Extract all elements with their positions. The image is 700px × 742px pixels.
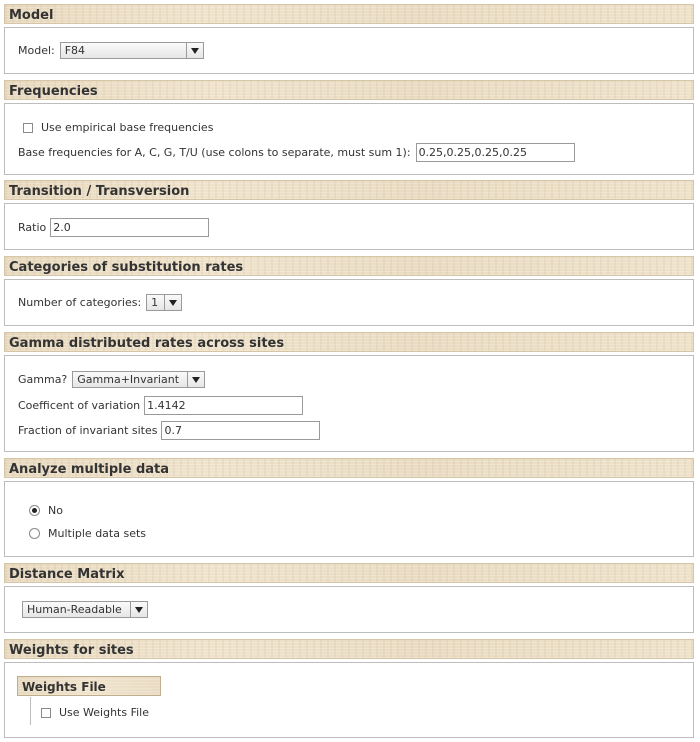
base-frequencies-label: Base frequencies for A, C, G, T/U (use colons to separate, must sum 1): <box>18 146 411 159</box>
invariant-value: 0.7 <box>164 424 182 437</box>
section-header-gamma <box>4 332 694 352</box>
ratio-value: 2.0 <box>53 221 71 234</box>
coefficient-input[interactable] <box>144 396 303 415</box>
use-weights-file-label: Use Weights File <box>59 706 150 719</box>
section-body-weights <box>4 662 694 738</box>
section-body-model <box>4 27 694 74</box>
model-label: Model: <box>18 44 55 57</box>
section-body-frequencies <box>4 103 694 175</box>
model-select[interactable] <box>60 42 204 59</box>
section-header-frequencies <box>4 80 694 100</box>
coefficient-value: 1.4142 <box>147 399 186 412</box>
section-title-multiple: Analyze multiple data <box>9 462 170 477</box>
section-body-categories <box>4 279 694 326</box>
base-frequencies-input[interactable] <box>416 143 575 162</box>
section-title-weights: Weights for sites <box>9 643 134 658</box>
section-body-distance <box>4 586 694 633</box>
distance-select[interactable] <box>22 601 148 618</box>
section-title-transition: Transition / Transversion <box>9 184 190 199</box>
categories-select-value: 1 <box>151 296 159 309</box>
section-body-transition <box>4 203 694 250</box>
radio-multiple-label: Multiple data sets <box>48 527 147 540</box>
empirical-frequencies-label: Use empirical base frequencies <box>41 121 214 134</box>
gamma-label: Gamma? <box>18 373 68 386</box>
coefficient-label: Coefficent of variation <box>18 399 141 412</box>
radio-no-label: No <box>48 504 63 517</box>
base-frequencies-value: 0.25,0.25,0.25,0.25 <box>418 146 528 159</box>
categories-label: Number of categories: <box>18 296 142 309</box>
section-header-distance <box>4 563 694 583</box>
distance-select-value: Human-Readable <box>27 603 122 616</box>
invariant-input[interactable] <box>161 421 320 440</box>
empirical-frequencies-checkbox[interactable] <box>23 123 33 133</box>
section-title-model: Model <box>9 8 54 23</box>
ratio-input[interactable] <box>50 218 209 237</box>
weights-file-title: Weights File <box>22 680 106 694</box>
section-header-weights <box>4 639 694 659</box>
radio-no[interactable] <box>29 505 40 516</box>
gamma-select-value: Gamma+Invariant <box>77 373 180 386</box>
section-header-model <box>4 4 694 24</box>
weights-file-divider <box>30 697 31 725</box>
chevron-down-icon <box>186 43 203 58</box>
section-title-distance: Distance Matrix <box>9 567 125 582</box>
invariant-label: Fraction of invariant sites <box>18 424 158 437</box>
section-header-categories <box>4 256 694 276</box>
chevron-down-icon <box>164 295 181 310</box>
section-title-gamma: Gamma distributed rates across sites <box>9 336 285 351</box>
section-header-multiple <box>4 458 694 478</box>
section-body-multiple <box>4 481 694 557</box>
model-select-value: F84 <box>64 44 86 57</box>
section-body-gamma <box>4 355 694 452</box>
chevron-down-icon <box>130 602 147 617</box>
categories-select[interactable] <box>146 294 182 311</box>
weights-file-header <box>17 676 161 696</box>
chevron-down-icon <box>187 372 204 387</box>
section-header-transition <box>4 180 694 200</box>
radio-selected-dot <box>32 508 37 513</box>
section-title-frequencies: Frequencies <box>9 84 98 99</box>
ratio-label: Ratio <box>18 221 47 234</box>
radio-multiple[interactable] <box>29 528 40 539</box>
section-title-categories: Categories of substitution rates <box>9 260 244 275</box>
use-weights-file-checkbox[interactable] <box>41 708 51 718</box>
gamma-select[interactable] <box>72 371 205 388</box>
